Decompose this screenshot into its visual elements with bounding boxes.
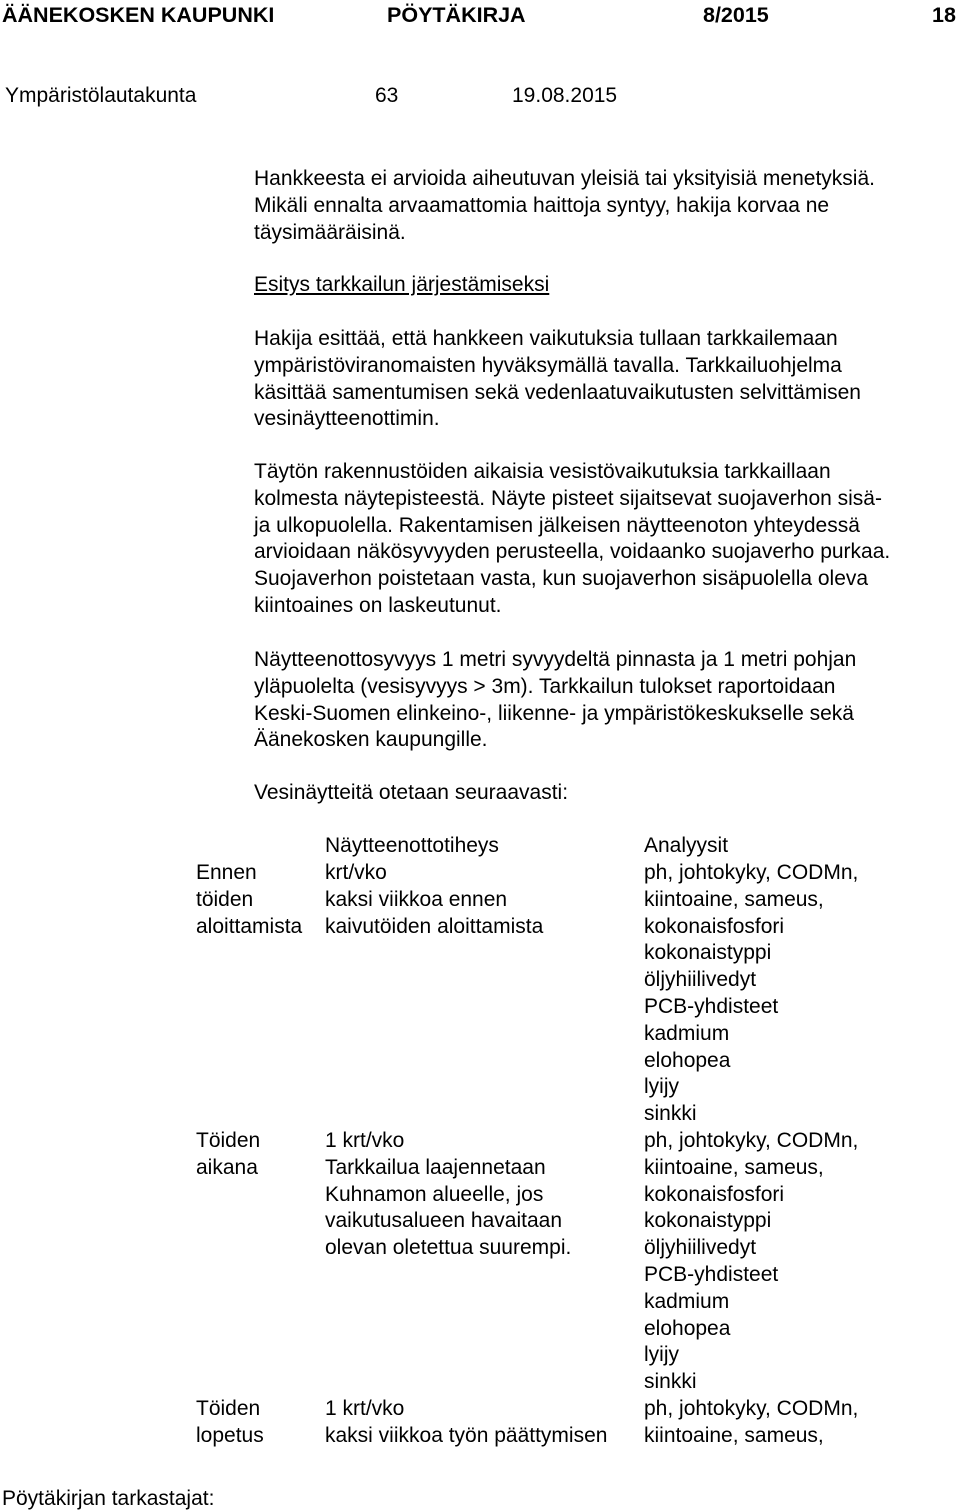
text-line: kolmesta näytepisteestä. Näyte pisteet sijaitsevat suojaverhon sisä-	[254, 486, 882, 510]
cell-line: elohopea	[644, 1048, 731, 1072]
meeting-date: 19.08.2015	[512, 84, 618, 107]
document-number: 8/2015	[703, 3, 769, 27]
cell-line: sinkki	[644, 1102, 697, 1126]
text-line: yläpuolelta (vesisyvyys > 3m). Tarkkailun tulokset raportoidaan	[254, 674, 836, 698]
cell-line: kaksi viikkoa ennen	[325, 887, 508, 911]
analyses-cell	[644, 1128, 858, 1396]
phase-cell	[196, 1128, 260, 1182]
text-line: Täytön rakennustöiden aikaisia vesistövaikutuksia tarkkaillaan	[254, 460, 831, 483]
cell-line: 1 krt/vko	[325, 1397, 405, 1420]
text-line: ja ulkopuolella. Rakentamisen jälkeisen näytteenoton yhteydessä	[254, 513, 860, 537]
cell-line: kadmium	[644, 1289, 730, 1313]
cell-line: Töiden	[196, 1397, 261, 1420]
cell-line: aloittamista	[196, 914, 303, 938]
cell-line: aikana	[196, 1155, 258, 1179]
text-line: täysimääräisinä.	[254, 220, 406, 244]
cell-line: Ennen	[196, 861, 257, 884]
cell-line: Tarkkailua laajennetaan	[325, 1155, 546, 1179]
header-analyses: Analyysit	[644, 834, 729, 857]
text-line: Hankkeesta ei arvioida aiheutuvan yleisiä tai yksityisiä menetyksiä.	[254, 167, 875, 190]
cell-line: 1 krt/vko	[325, 1129, 405, 1152]
cell-line: ph, johtokyky, CODMn,	[644, 1397, 859, 1420]
cell-line: öljyhiilivedyt	[644, 1236, 757, 1260]
cell-line: ph, johtokyky, CODMn,	[644, 1129, 859, 1152]
phase-cell	[196, 1396, 264, 1450]
paragraph-sampling-depth	[254, 647, 954, 754]
cell-line: kaksi viikkoa työn päättymisen	[325, 1423, 608, 1447]
paragraph-monitoring	[254, 326, 954, 433]
paragraph-sampling-points	[254, 459, 954, 620]
inspectors-label: Pöytäkirjan tarkastajat:	[2, 1487, 215, 1510]
frequency-cell	[325, 1128, 571, 1262]
board-name: Ympäristölautakunta	[5, 84, 197, 107]
cell-line: ph, johtokyky, CODMn,	[644, 861, 859, 884]
monitoring-heading: Esitys tarkkailun järjestämiseksi	[254, 273, 550, 296]
paragraph-compensation	[254, 166, 954, 246]
header-frequency: Näytteenottotiheys	[325, 834, 499, 857]
paragraph-table-intro	[254, 780, 954, 807]
document-type: PÖYTÄKIRJA	[387, 3, 526, 27]
text-line: Keski-Suomen elinkeino-, liikenne- ja ympäristökeskukselle sekä	[254, 701, 854, 725]
text-line: Suojaverhon poistetaan vasta, kun suojaverhon sisäpuolella oleva	[254, 567, 869, 591]
text-line: vesinäytteenottimin.	[254, 407, 440, 431]
text-line: käsittää samentumisen sekä vedenlaatuvaikutusten selvittämisen	[254, 380, 861, 404]
page-number: 18	[932, 3, 956, 27]
frequency-cell	[325, 860, 543, 940]
text-line: Mikäli ennalta arvaamattomia haittoja syntyy, hakija korvaa ne	[254, 193, 830, 217]
cell-line: töiden	[196, 887, 254, 911]
cell-line: Kuhnamon alueelle, jos	[325, 1182, 544, 1206]
document-subheader	[0, 82, 960, 110]
cell-line: PCB-yhdisteet	[644, 994, 779, 1018]
frequency-cell	[325, 1396, 607, 1450]
cell-line: elohopea	[644, 1316, 731, 1340]
cell-line: Töiden	[196, 1129, 261, 1152]
text-line: Äänekosken kaupungille.	[254, 728, 488, 752]
cell-line: lyijy	[644, 1343, 679, 1367]
cell-line: kokonaistyppi	[644, 941, 772, 965]
cell-line: krt/vko	[325, 861, 387, 884]
cell-line: sinkki	[644, 1370, 697, 1394]
text-line: kiintoaines on laskeutunut.	[254, 593, 502, 617]
cell-line: kokonaisfosfori	[644, 1182, 785, 1206]
section-heading	[254, 272, 954, 299]
cell-line: kiintoaine, sameus,	[644, 887, 824, 911]
organization-name: ÄÄNEKOSKEN KAUPUNKI	[2, 3, 275, 27]
cell-line: olevan oletettua suurempi.	[325, 1236, 572, 1260]
table-intro-text: Vesinäytteitä otetaan seuraavasti:	[254, 781, 569, 804]
cell-line: lyijy	[644, 1075, 679, 1099]
phase-cell	[196, 860, 302, 940]
document-header	[0, 1, 960, 29]
section-number: 63	[375, 84, 399, 107]
cell-line: kokonaisfosfori	[644, 914, 785, 938]
cell-line: kiintoaine, sameus,	[644, 1155, 824, 1179]
cell-line: kiintoaine, sameus,	[644, 1423, 824, 1447]
cell-line: PCB-yhdisteet	[644, 1262, 779, 1286]
cell-line: kadmium	[644, 1021, 730, 1045]
cell-line: vaikutusalueen havaitaan	[325, 1209, 563, 1233]
cell-line: lopetus	[196, 1423, 264, 1447]
text-line: arvioidaan näkösyvyyden perusteella, voidaanko suojaverho purkaa.	[254, 540, 891, 564]
cell-line: kokonaistyppi	[644, 1209, 772, 1233]
cell-line: kaivutöiden aloittamista	[325, 914, 544, 938]
analyses-cell	[644, 860, 858, 1128]
text-line: Näytteenottosyvyys 1 metri syvyydeltä pinnasta ja 1 metri pohjan	[254, 648, 857, 671]
cell-line: öljyhiilivedyt	[644, 968, 757, 992]
text-line: ympäristöviranomaisten hyväksymällä tavalla. Tarkkailuohjelma	[254, 353, 842, 377]
text-line: Hakija esittää, että hankkeen vaikutuksia tullaan tarkkailemaan	[254, 327, 838, 350]
analyses-cell	[644, 1396, 858, 1450]
